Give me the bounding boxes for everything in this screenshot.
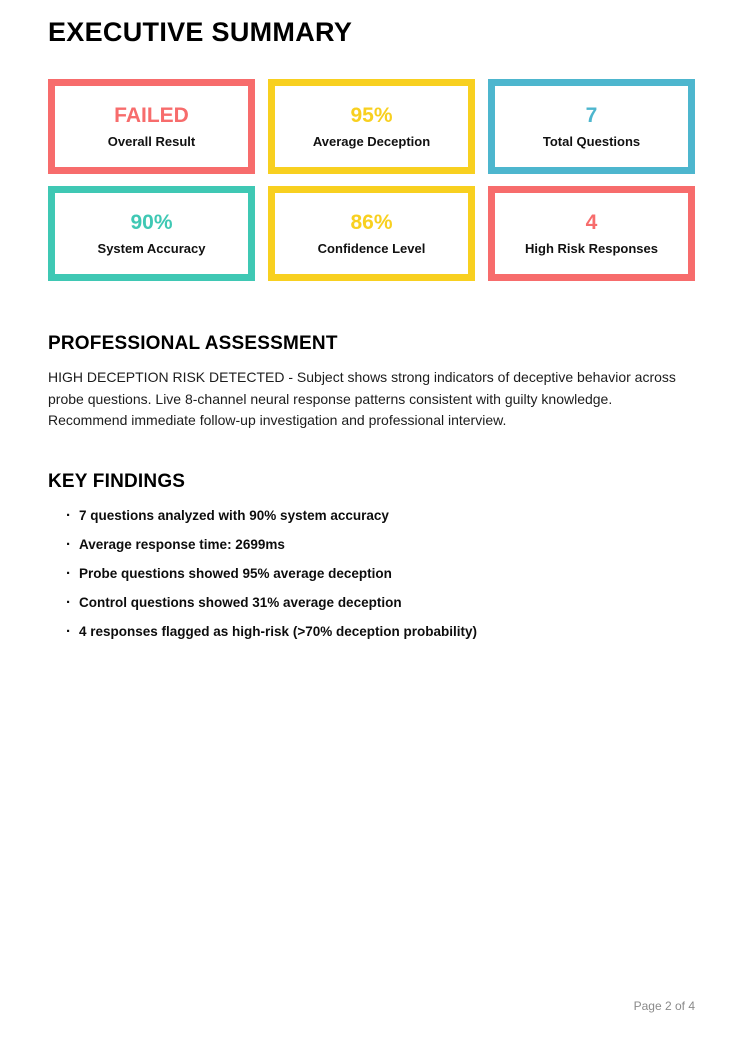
stat-value: 90% xyxy=(130,211,173,234)
bullet-glyph: · xyxy=(66,535,71,553)
bullet-glyph: · xyxy=(66,622,71,640)
bullet-glyph: · xyxy=(66,506,71,524)
key-findings-list xyxy=(48,508,695,640)
stat-card-confidence-level xyxy=(268,186,475,281)
stat-value: 4 xyxy=(585,211,598,234)
stat-card-overall-result xyxy=(48,79,255,174)
key-findings-heading: KEY FINDINGS xyxy=(48,470,186,492)
bullet-glyph: · xyxy=(66,564,71,582)
page-title: EXECUTIVE SUMMARY xyxy=(48,17,353,47)
stat-label: Total Questions xyxy=(542,134,641,149)
stat-label: Overall Result xyxy=(107,134,196,149)
professional-assessment-text: HIGH DECEPTION RISK DETECTED - Subject shows strong indicators of deceptive behavior across probe questions. Live 8-channel neural response patterns consistent with guilty knowledge. Recommend immediate follow-up investigation and professional interview. xyxy=(48,369,676,428)
finding-text: 7 questions analyzed with 90% system accuracy xyxy=(79,507,389,523)
stat-value: FAILED xyxy=(114,104,189,127)
stat-label: Average Deception xyxy=(312,134,431,149)
finding-item xyxy=(66,508,695,524)
finding-text: Control questions showed 31% average deception xyxy=(79,594,402,610)
stat-value: 7 xyxy=(585,104,598,127)
stat-card-high-risk-responses xyxy=(488,186,695,281)
finding-text: 4 responses flagged as high-risk (>70% deception probability) xyxy=(79,623,477,639)
finding-item xyxy=(66,566,695,582)
bullet-glyph: · xyxy=(66,593,71,611)
stat-label: Confidence Level xyxy=(317,241,426,256)
finding-text: Average response time: 2699ms xyxy=(79,536,285,552)
finding-item xyxy=(66,624,695,640)
finding-item xyxy=(66,595,695,611)
finding-item xyxy=(66,537,695,553)
summary-cards-grid xyxy=(48,79,695,281)
stat-label: High Risk Responses xyxy=(525,241,658,256)
stat-card-total-questions xyxy=(488,79,695,174)
stat-label: System Accuracy xyxy=(97,241,206,256)
finding-text: Probe questions showed 95% average deception xyxy=(79,565,392,581)
stat-card-average-deception xyxy=(268,79,475,174)
page-number: Page 2 of 4 xyxy=(633,999,695,1013)
stat-value: 86% xyxy=(350,211,393,234)
stat-value: 95% xyxy=(350,104,393,127)
stat-card-system-accuracy xyxy=(48,186,255,281)
professional-assessment-heading: PROFESSIONAL ASSESSMENT xyxy=(48,333,338,354)
